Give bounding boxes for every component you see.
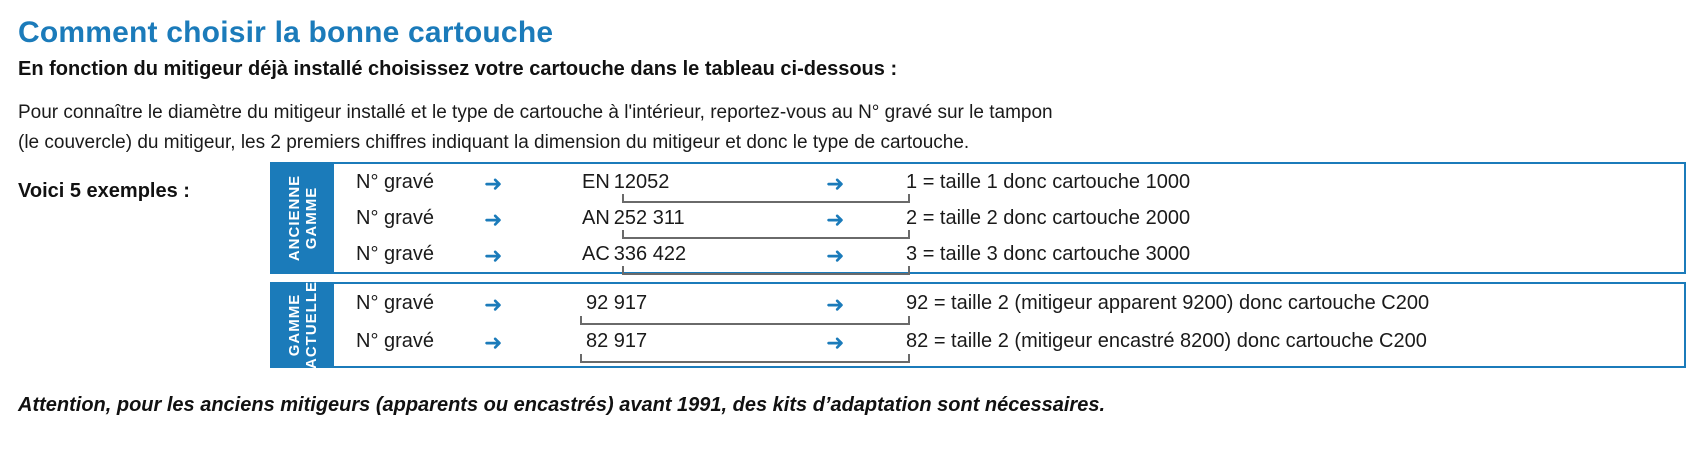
result-key: 82	[906, 330, 929, 352]
row-result	[906, 171, 1190, 194]
band-label-line-2: ACTUELLE	[303, 281, 320, 369]
arrow-right-icon: ➜	[484, 330, 503, 355]
code-prefix: EN	[582, 171, 610, 193]
intro-paragraph-line-1: Pour connaître le diamètre du mitigeur installé et le type de cartouche à l'intérieur, reportez-vous au N° gravé sur le tampon	[18, 102, 1053, 123]
engraved-code	[582, 207, 685, 230]
engraved-code	[582, 243, 686, 266]
arrow-right-icon: ➜	[826, 207, 845, 232]
result-text: = taille 2 (mitigeur encastré 8200) donc cartouche C200	[933, 330, 1427, 352]
page-title: Comment choisir la bonne cartouche	[18, 16, 554, 49]
band-label-line-2: GAMME	[303, 186, 320, 250]
row-label: N° gravé	[356, 330, 435, 352]
row-result	[906, 243, 1190, 266]
example-row	[334, 327, 1684, 365]
code-digits: 82 917	[586, 330, 648, 352]
row-label: N° gravé	[356, 207, 435, 229]
row-label: N° gravé	[356, 171, 435, 193]
engraved-code	[582, 330, 647, 353]
engraved-code	[582, 171, 669, 194]
row-label: N° gravé	[356, 243, 435, 265]
band-label-line-1: ANCIENNE	[286, 174, 303, 262]
footer-note: Attention, pour les anciens mitigeurs (apparents ou encastrés) avant 1991, des kits d’adaptation sont nécessaires.	[18, 394, 1106, 416]
example-row	[334, 168, 1684, 204]
connector-bracket	[622, 266, 910, 275]
connector-bracket	[580, 354, 910, 363]
result-text: = taille 1 donc cartouche 1000	[922, 171, 1191, 193]
example-row	[334, 289, 1684, 327]
arrow-right-icon: ➜	[826, 171, 845, 196]
page-subtitle: En fonction du mitigeur déjà installé choisissez votre cartouche dans le tableau ci-dessous :	[18, 58, 898, 80]
row-result	[906, 207, 1190, 230]
arrow-right-icon: ➜	[484, 292, 503, 317]
connector-bracket	[622, 230, 910, 239]
arrow-right-icon: ➜	[826, 292, 845, 317]
examples-label: Voici 5 exemples :	[18, 180, 190, 202]
result-key: 2	[906, 207, 918, 229]
code-prefix: AC	[582, 243, 610, 265]
arrow-right-icon: ➜	[826, 243, 845, 268]
arrow-right-icon: ➜	[484, 207, 503, 232]
connector-bracket	[580, 316, 910, 325]
result-text: = taille 3 donc cartouche 3000	[922, 243, 1191, 265]
example-row	[334, 240, 1684, 276]
row-result	[906, 330, 1427, 353]
arrow-right-icon: ➜	[826, 330, 845, 355]
code-digits: 92 917	[586, 292, 648, 314]
result-key: 3	[906, 243, 918, 265]
band-label-line-1: GAMME	[286, 293, 303, 357]
engraved-code	[582, 292, 647, 315]
examples-box-ancienne-gamme	[270, 162, 1686, 274]
examples-box-gamme-actuelle	[270, 282, 1686, 368]
example-rows-actuelle	[334, 284, 1684, 366]
intro-paragraph	[18, 98, 1053, 158]
code-digits: 336 422	[613, 243, 687, 265]
connector-bracket	[622, 194, 910, 203]
code-digits: 12052	[613, 171, 670, 193]
result-text: = taille 2 (mitigeur apparent 9200) donc cartouche C200	[933, 292, 1430, 314]
code-prefix: AN	[582, 207, 610, 229]
result-text: = taille 2 donc cartouche 2000	[922, 207, 1191, 229]
example-rows-ancienne	[334, 164, 1684, 272]
row-result	[906, 292, 1429, 315]
example-row	[334, 204, 1684, 240]
intro-paragraph-line-2: (le couvercle) du mitigeur, les 2 premiers chiffres indiquant la dimension du mitigeur et donc le type de cartouche.	[18, 132, 970, 153]
band-label-ancienne-gamme	[272, 164, 334, 272]
arrow-right-icon: ➜	[484, 243, 503, 268]
code-digits: 252 311	[613, 207, 685, 229]
result-key: 92	[906, 292, 929, 314]
row-label: N° gravé	[356, 292, 435, 314]
band-label-gamme-actuelle	[272, 281, 334, 369]
result-key: 1	[906, 171, 918, 193]
arrow-right-icon: ➜	[484, 171, 503, 196]
